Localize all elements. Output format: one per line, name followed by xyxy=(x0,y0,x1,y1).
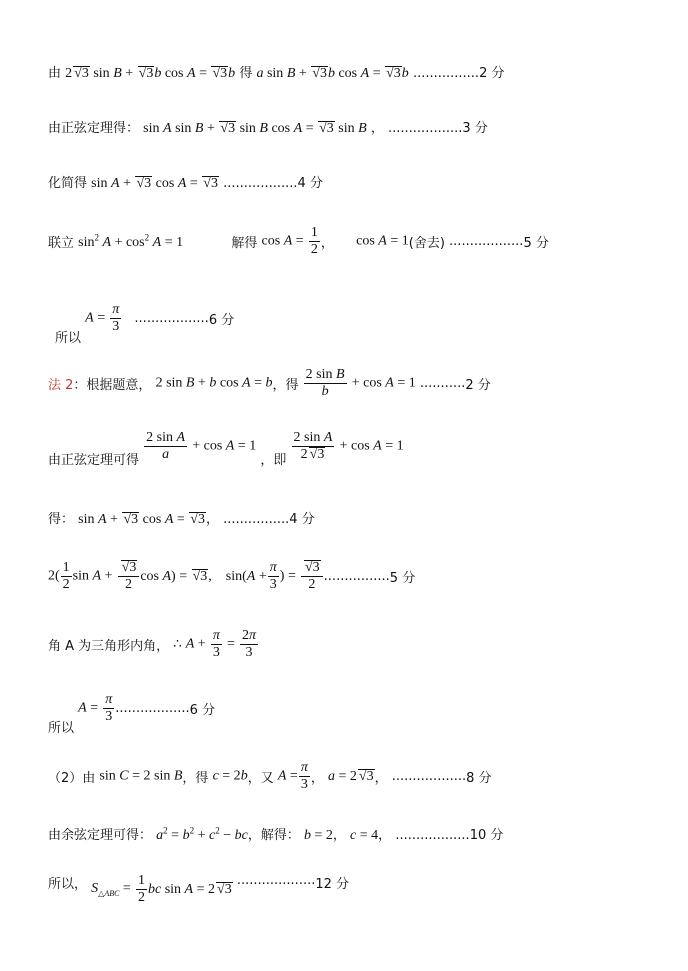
text: 由正弦定理可得 xyxy=(48,453,140,468)
text: ， xyxy=(205,512,219,527)
score: 2 分 xyxy=(479,66,505,81)
formula: $\sin^2 A + \cos^2 A = 1$ xyxy=(78,232,184,250)
fraction-pi-3: $\frac{\pi}{3}$ xyxy=(269,560,277,592)
fraction-one-half: $\frac{1}{2}$ xyxy=(137,873,145,905)
formula: b = 2 xyxy=(303,828,333,843)
formula: sin A sin B + √ 3 sin B cos A = √ 3 sin B xyxy=(143,121,367,136)
line-1 xyxy=(48,62,504,82)
text: (舍去) xyxy=(408,236,445,251)
formula: sin A + √ 3 cos A = √ 3 xyxy=(78,512,206,527)
text: ， xyxy=(310,771,324,786)
formula: 2 sin B + b cos A = b xyxy=(155,375,273,391)
text: ， xyxy=(378,828,392,843)
text: 所以 xyxy=(48,721,75,736)
formula: a = 2√ 3 xyxy=(328,769,375,784)
line-14 xyxy=(48,873,349,906)
line-11 xyxy=(48,692,215,736)
line-8 xyxy=(48,508,315,528)
fraction-pi-3: $\frac{\pi}{3}$ xyxy=(112,302,120,334)
formula: A = xyxy=(85,310,106,326)
score: 6 分 xyxy=(208,313,235,328)
dots: ................ xyxy=(323,569,390,584)
score: 5 分 xyxy=(523,236,549,251)
text: 所以 xyxy=(55,331,82,346)
dots: .................. xyxy=(391,769,467,784)
formula: sin C = 2 sin B xyxy=(99,768,183,784)
formula: 2( xyxy=(48,568,60,584)
fraction-2pi-3: $\frac{2\pi}{3}$ xyxy=(242,628,257,660)
fraction-one-half: $\frac{1}{2}$ xyxy=(310,225,318,257)
text: ，得 xyxy=(272,378,299,393)
score: 8 分 xyxy=(466,771,492,786)
dots: ................... xyxy=(236,873,316,888)
text: 化简得 xyxy=(48,176,88,191)
formula: sin A + xyxy=(72,568,113,584)
score: 10 分 xyxy=(469,828,504,843)
formula: cos A = 1 xyxy=(356,233,409,249)
text: 由余弦定理可得： xyxy=(48,828,153,843)
text: ， xyxy=(370,121,384,136)
line-10 xyxy=(48,628,259,661)
score: 4 分 xyxy=(297,176,323,191)
formula: ) = xyxy=(279,568,296,584)
dots: ........... xyxy=(419,376,466,391)
formula: c = 2b xyxy=(212,768,248,784)
text: 由 xyxy=(48,66,62,81)
formula: cos A) = √ 3, sin(A + xyxy=(140,569,266,584)
formula: = xyxy=(227,636,235,652)
dots: .................. xyxy=(134,311,209,326)
text: 得 xyxy=(239,66,253,81)
dots: ................ xyxy=(412,66,480,81)
dots: .................. xyxy=(388,121,463,136)
score: 6 分 xyxy=(189,703,216,718)
dots: .................. xyxy=(223,176,298,191)
formula: A + xyxy=(185,636,206,652)
formula: A = xyxy=(78,700,99,716)
fraction-2sinA-2sqrt3: $\frac{\text{2 sin A}}{2√ 3}$ xyxy=(292,430,335,463)
text: ：根据题意， xyxy=(73,378,152,393)
fraction-pi-3: $\frac{\pi}{3}$ xyxy=(300,760,308,792)
text: ， xyxy=(374,771,388,786)
score: 12 分 xyxy=(315,877,350,892)
formula: c = 4 xyxy=(350,828,379,843)
line-9 xyxy=(48,560,415,593)
formula: sin A + √ 3 cos A = √ 3 xyxy=(91,176,219,191)
dots: .................. xyxy=(449,234,524,249)
text: ，解得： xyxy=(247,828,300,843)
text: 得： xyxy=(48,512,75,527)
line-6 xyxy=(48,367,491,400)
score: 5 分 xyxy=(389,571,416,586)
fraction-one-half: $\frac{1}{2}$ xyxy=(62,560,70,592)
text: ，即 xyxy=(260,453,287,468)
text: ， xyxy=(332,828,346,843)
formula: + cos A = 1 xyxy=(339,438,404,454)
formula: a sin B + √ 3b cos A = √ 3b xyxy=(256,66,408,81)
fraction-pi-3: $\frac{\pi}{3}$ xyxy=(105,692,113,724)
dots: .................. xyxy=(115,701,190,716)
dots: .................. xyxy=(395,828,470,843)
method-label: 法 2 xyxy=(48,378,74,393)
fraction-sqrt3-2: √ $\frac{3}{2}$ xyxy=(301,560,323,593)
line-4 xyxy=(48,225,549,258)
formula: bc sin A = 2√ 3 xyxy=(148,882,233,897)
fraction-2sinB-b: $\frac{\text{2 sin B}}{b}$ xyxy=(305,367,345,399)
text: ， xyxy=(320,236,334,251)
text: （2）由 xyxy=(48,771,96,786)
formula: cos A = xyxy=(261,233,304,249)
formula: $S_{\triangle ABC}$ = xyxy=(91,881,131,898)
line-13 xyxy=(48,824,503,844)
formula: $a^2 = b^2 + c^2$ − bc xyxy=(156,825,248,843)
formula: + cos A = 1 xyxy=(192,438,257,454)
formula: 2√ 3 sin B + √ 3b cos A = √ 3b xyxy=(65,66,235,81)
text: 由正弦定理得： xyxy=(48,121,140,136)
fraction-2sinA-a: $\frac{\text{2 sin A}}{a}$ xyxy=(146,430,186,462)
line-2 xyxy=(48,117,488,137)
score: 3 分 xyxy=(462,121,488,136)
text: ，又 xyxy=(247,771,274,786)
line-5 xyxy=(55,302,234,346)
score: 2 分 xyxy=(465,378,491,393)
dots: ................ xyxy=(223,512,290,527)
formula: A = xyxy=(277,768,298,784)
fraction-pi-3: $\frac{\pi}{3}$ xyxy=(212,628,220,660)
text: 解得 xyxy=(231,236,258,251)
text: 角 A 为三角形内角， xyxy=(48,639,170,654)
line-3 xyxy=(48,172,323,192)
text: 联立 xyxy=(48,236,75,251)
text: 所以， xyxy=(48,877,88,892)
formula: + cos A = 1 xyxy=(351,375,416,391)
text: ，得 xyxy=(182,771,209,786)
score: 4 分 xyxy=(289,512,315,527)
line-7 xyxy=(48,430,404,468)
fraction-sqrt3-2: √ $\frac{3}{2}$ xyxy=(118,560,140,593)
line-12 xyxy=(48,760,492,793)
therefore-symbol: ∴ xyxy=(173,637,182,652)
